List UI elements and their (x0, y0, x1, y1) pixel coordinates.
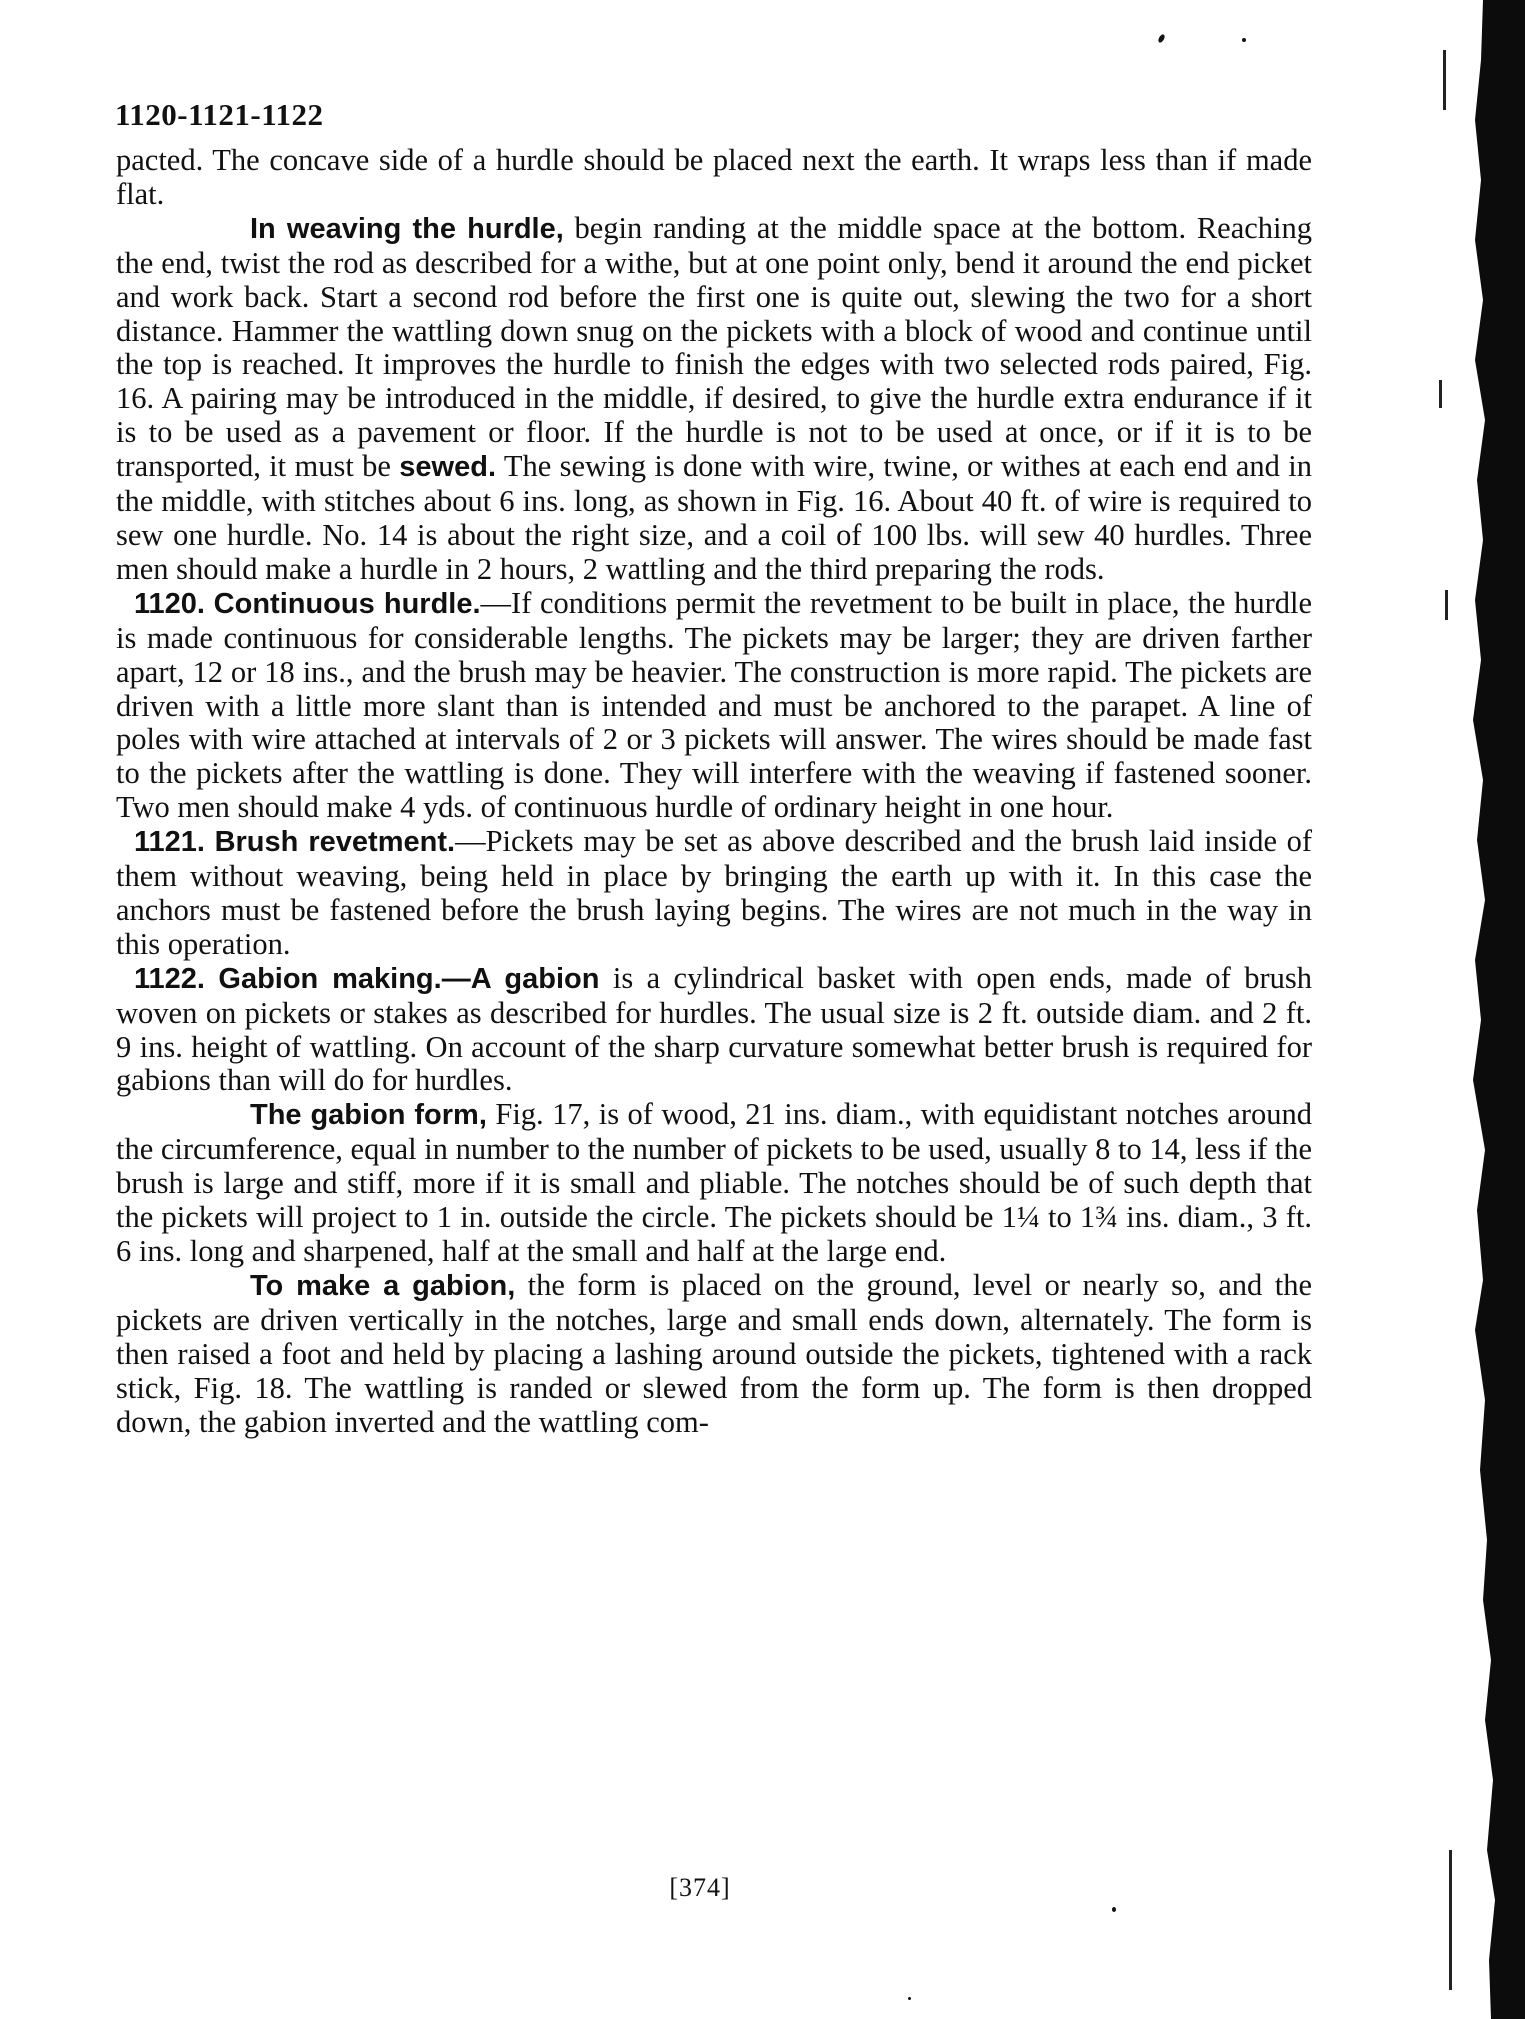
paragraph-1120: 1120. Continuous hurdle.—If conditions permit the revetment to be built in place, the hurdle is made continuous for considerable lengths. The pickets may be larger; they are driven farther apart, 12 or 18 ins., and the brush may be heavier. The construction is more rapid. The pickets are driven with a little more slant than is intended and must be anchored to the parapet. A line of poles with wire attached at intervals of 2 or 3 pickets will answer. The wires should be made fast to the pickets after the wattling is done. They will interfere with the weaving if fastened sooner. Two men should make 4 yds. of continuous hurdle of ordinary height in one hour. (116, 585, 1312, 825)
speck-mark (1242, 38, 1246, 42)
paragraph-1121: 1121. Brush revetment.—Pickets may be set as above described and the brush laid inside of them without weaving, being held in place by bringing the earth up with it. In this case the anchors must be fastened before the brush laying begins. The wires are not much in the way in this operation. (116, 824, 1313, 961)
paragraph-intro: pacted. The concave side of a hurdle should be placed next the earth. It wraps less than if made flat. (116, 143, 1312, 211)
section-reference-header: 1120-1121-1122 (115, 97, 324, 132)
paragraph-gabion-form: The gabion form, Fig. 17, is of wood, 21 ins. diam., with equidistant notches around the circumference, equal in number to the number of pickets to be used, usually 8 to 14, less if the brush is large and stiff, more if it is small and pliable. The notches should be of such depth that the pickets will project to 1 in. outside the circle. The pickets should be 1¼ to 1¾ ins. diam., 3 ft. 6 ins. long and sharpened, half at the small and half at the large end. (116, 1097, 1312, 1268)
section-number: 1121. (134, 826, 205, 859)
paragraph-weaving-hurdle: In weaving the hurdle, begin randing at the middle space at the bottom. Reaching the end, twist the rod as described for a withe, but at one point only, bend it around the end picket and work back. Start a second rod before the first one is quite out, slewing the two for a short distance. Hammer the wattling down snug on the pickets with a block of wood and continue until the top is reached. It improves the hurdle to finish the edges with two selected rods paired, Fig. 16. A pairing may be introduced in the middle, if desired, to give the hurdle extra endurance if it is to be used as a pavement or floor. If the hurdle is not to be used at once, or if it is to be transported, it must be sewed. The sewing is done with wire, twine, or withes at each end and in the middle, with stitches about 6 ins. long, as shown in Fig. 16. About 40 ft. of wire is required to sew one hurdle. No. 14 is about the right size, and a coil of 100 lbs. will sew 40 hurdles. Three men should make a hurdle in 2 hours, 2 wattling and the third preparing the rods. (116, 210, 1313, 586)
scan-edge-shadow (1425, 0, 1525, 2019)
section-heading: Brush revetment. (214, 826, 456, 859)
emphasis-sewed: sewed. (399, 451, 497, 484)
speck-mark (908, 1997, 911, 2000)
run-in-heading: To make a gabion, (250, 1269, 516, 1302)
paragraph-1122: 1122. Gabion making.—A gabion is a cylindrical basket with open ends, made of brush woven on pickets or stakes as described for hurdles. The usual size is 2 ft. outside diam. and 2 ft. 9 ins. height of wattling. On account of the sharp curvature somewhat better brush is required for gabions than will do for hurdles. (116, 960, 1312, 1098)
page-number: [374] (669, 1873, 731, 1902)
speck-mark (1157, 33, 1166, 43)
body-text (116, 144, 1312, 1439)
run-in-heading: The gabion form, (250, 1099, 487, 1132)
paragraph-make-gabion: To make a gabion, the form is placed on the ground, level or nearly so, and the pickets are driven vertically in the notches, large and small ends down, alternately. The form is then raised a foot and held by placing a lashing around outside the pickets, tightened with a rack stick, Fig. 18. The wattling is randed or slewed from the form up. The form is then dropped down, the gabion inverted and the wattling com- (116, 1267, 1312, 1439)
speck-mark (1112, 1907, 1116, 1912)
section-heading: Continuous hurdle. (213, 587, 481, 620)
section-heading: Gabion making.—A gabion (218, 962, 600, 995)
section-number: 1122. (134, 962, 205, 995)
section-number: 1120. (134, 587, 205, 620)
run-in-heading: In weaving the hurdle, (250, 212, 564, 245)
